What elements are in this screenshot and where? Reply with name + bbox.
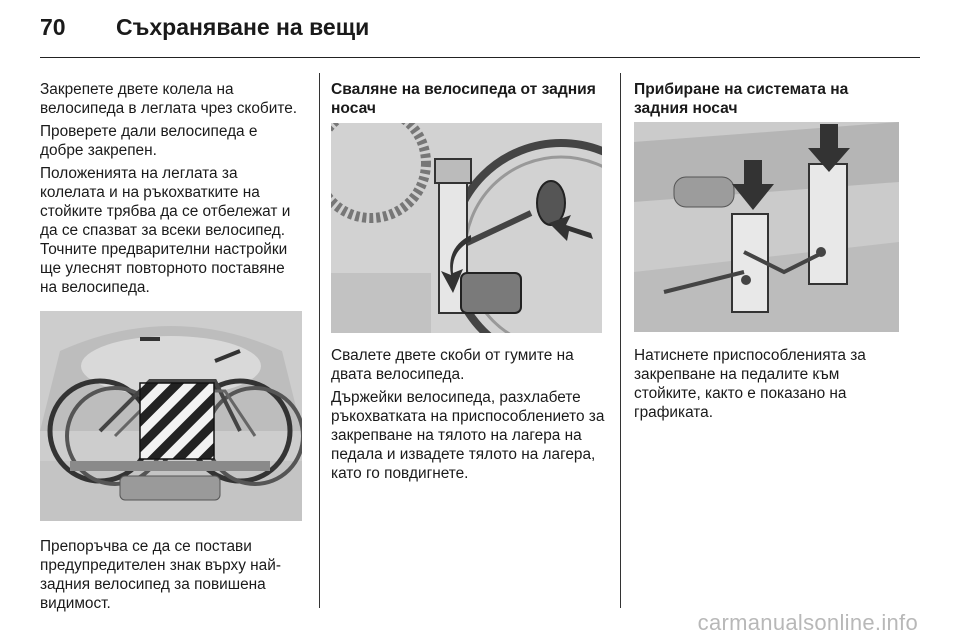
paragraph: Положенията на леглата за колелата и на ръкохватките на стойките трябва да се отбележат и да се спазват за всеки велосипед. Точните предварителни настройки ще улеснят повторното поставяне на велосипеда. (40, 165, 291, 296)
warning-sign-note: Препоръчва се да се постави предупредителен знак върху най-задния велосипед за повишена видимост. (40, 538, 281, 612)
column-3-instructions: Натиснете приспособленията за закрепване на педалите към стойките, както е показано на графиката. (634, 347, 866, 421)
section-title: Съхраняване на вещи (116, 14, 370, 40)
column-2-text (331, 80, 606, 122)
bicycles-on-rear-carrier-illustration (40, 311, 302, 521)
pedal-holders-fold-illustration (634, 122, 899, 332)
column-divider-1 (319, 73, 320, 608)
column-2-instructions (331, 346, 606, 487)
paragraph: Закрепете двете колела на велосипеда в леглата чрез скобите. (40, 81, 298, 117)
pedal-holder-release-illustration (331, 123, 602, 333)
page-header (40, 14, 369, 54)
paragraph: Държейки велосипеда, разхлабете ръкохватката на приспособлението за закрепване на тялото на лагера на педала и извадете тялото на лагера, като го повдигнете. (331, 389, 605, 482)
column-3-text (634, 80, 904, 122)
column-divider-2 (620, 73, 621, 608)
paragraph: Свалете двете скоби от гумите на двата велосипеда. (331, 347, 574, 383)
watermark: carmanualsonline.info (697, 610, 918, 635)
column-1-text (40, 80, 304, 301)
paragraph: Проверете дали велосипеда е добре закрепен. (40, 123, 258, 159)
page-number: 70 (40, 14, 66, 40)
section-heading-removal: Сваляне на велосипеда от задния носач (331, 81, 596, 117)
header-divider (40, 57, 920, 58)
section-heading-stowing: Прибиране на системата на задния носач (634, 81, 849, 117)
